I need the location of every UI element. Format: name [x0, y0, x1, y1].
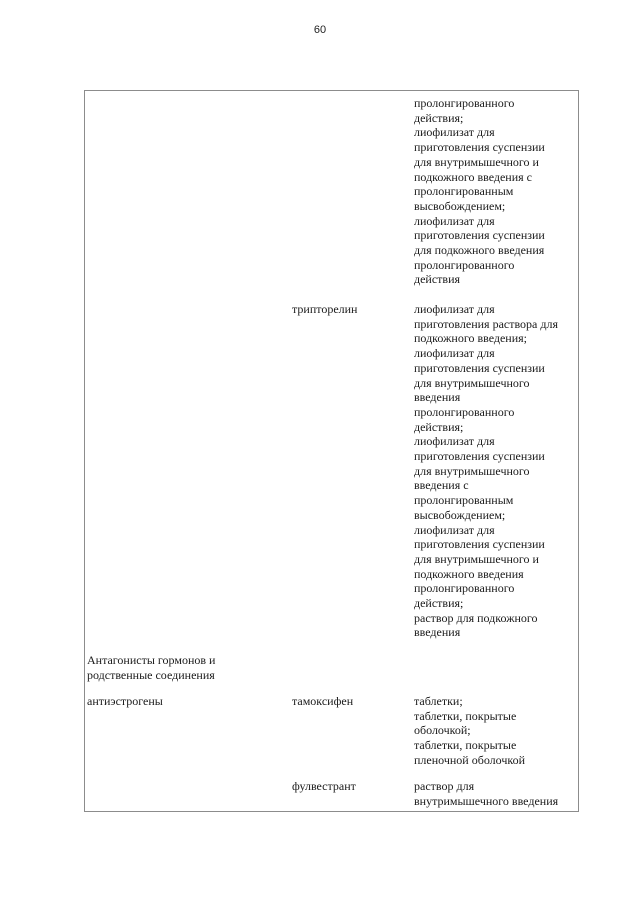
group-cell: антиэстрогены	[87, 694, 163, 708]
substance-cell: трипторелин	[292, 302, 358, 316]
substance-cell: фулвестрант	[292, 779, 356, 793]
dosage-forms-cell: таблетки; таблетки, покрытые оболочкой; таблетки, покрытые пленочной оболочкой	[414, 694, 526, 767]
page-number: 60	[313, 24, 327, 36]
dosage-forms-cell: раствор для внутримышечного введения	[414, 779, 559, 808]
group-cell: Антагонисты гормонов и родственные соединения	[87, 653, 216, 682]
dosage-forms-cell: пролонгированного действия; лиофилизат для приготовления суспензии для внутримышечного и подкожного введения с пролонгированным высвобождением; лиофилизат для приготовления суспензии для подкожного введения пролонгированного действия	[414, 96, 545, 287]
dosage-forms-cell: лиофилизат для приготовления раствора для подкожного введения; лиофилизат для приготовления суспензии для внутримышечного введения пролонгированного действия; лиофилизат для приготовления суспензии для внутримышечного введения с пролонгированным высвобождением; лиофилизат для приготовления суспензии для внутримышечного и подкожного введения пролонгированного действия; раствор для подкожного введения	[414, 302, 558, 640]
substance-cell: тамоксифен	[292, 694, 354, 708]
